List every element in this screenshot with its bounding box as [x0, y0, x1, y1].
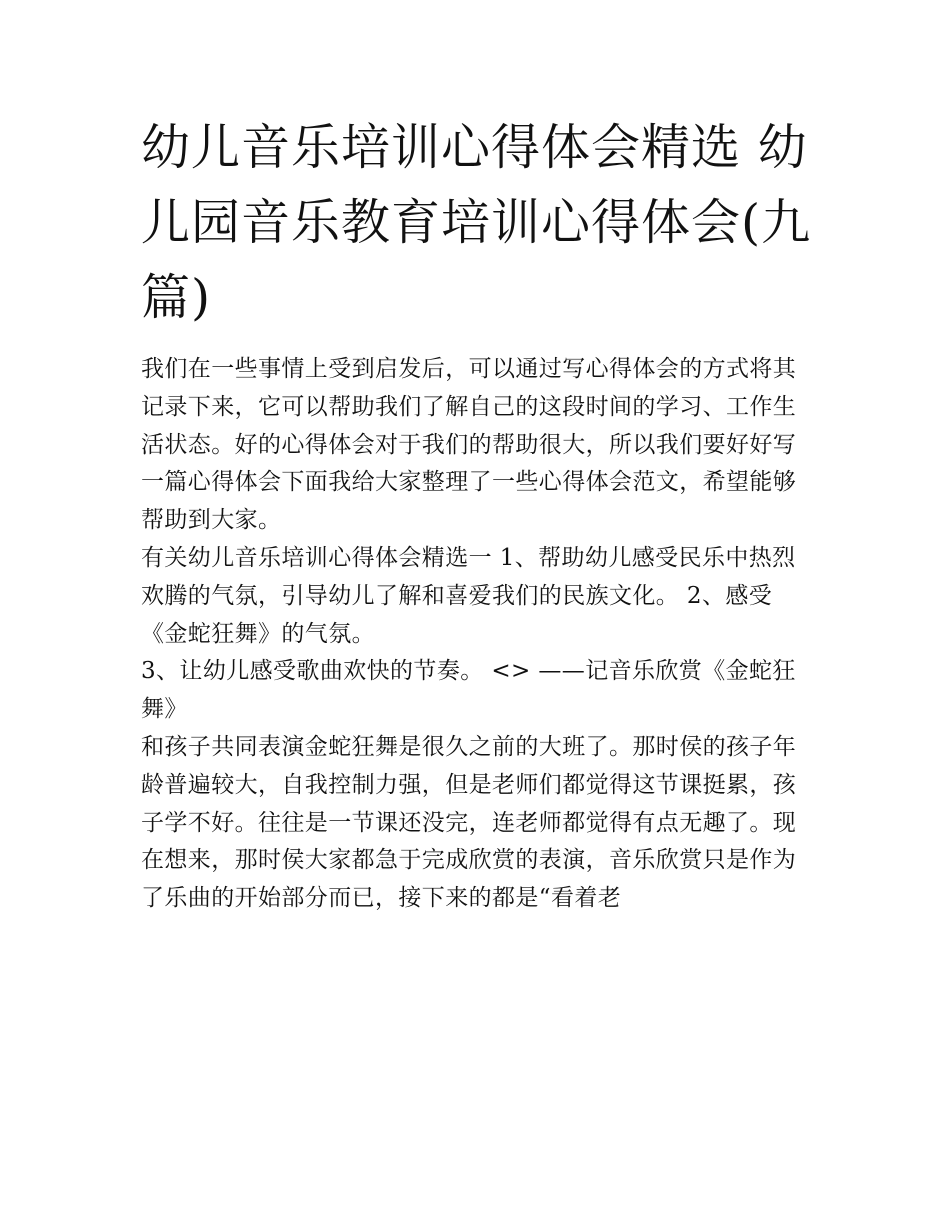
document-title: 幼儿音乐培训心得体会精选 幼儿园音乐教育培训心得体会(九篇): [141, 119, 812, 326]
document-body: [141, 351, 817, 918]
paragraph-reflection: 和孩子共同表演金蛇狂舞是很久之前的大班了。那时侯的孩子年龄普遍较大，自我控制力强，但是老师们都觉得这节课挺累，孩子学不好。往往是一节课还没完，连老师都觉得有点无趣了。现在想来，那时侯大家都急于完成欣赏的表演，音乐欣赏只是作为了乐曲的开始部分而已，接下来的都是“看着老: [141, 733, 797, 912]
paragraph-section-one: 有关幼儿音乐培训心得体会精选一 1、帮助幼儿感受民乐中热烈欢腾的气氛，引导幼儿了解和喜爱我们的民族文化。 2、感受《金蛇狂舞》的气氛。: [141, 544, 796, 647]
paragraph-goal-three: 3、让幼儿感受歌曲欢快的节奏。 <> ——记音乐欣赏《金蛇狂舞》: [141, 658, 796, 723]
document-page: [141, 110, 817, 918]
paragraph-intro: 我们在一些事情上受到启发后，可以通过写心得体会的方式将其记录下来，它可以帮助我们了解自己的这段时间的学习、工作生活状态。好的心得体会对于我们的帮助很大，所以我们要好好写一篇心得体会下面我给大家整理了一些心得体会范文，希望能够帮助到大家。: [141, 356, 797, 534]
